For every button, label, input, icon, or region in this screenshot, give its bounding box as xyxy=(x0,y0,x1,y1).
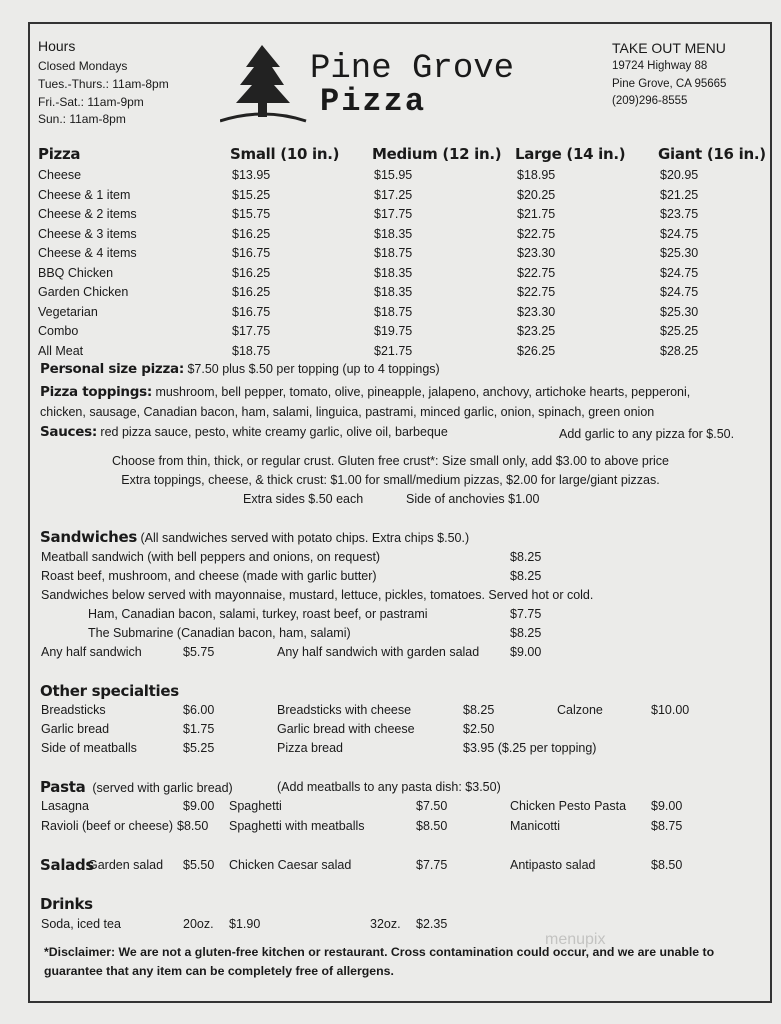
pizza-price: $24.75 xyxy=(660,285,699,299)
pine-tree-logo-icon xyxy=(220,45,310,123)
salad-item: Chicken Caesar salad xyxy=(229,858,352,872)
price: $1.90 xyxy=(229,917,261,931)
pizza-price: $18.35 xyxy=(374,265,413,280)
price: $7.75 xyxy=(510,607,542,621)
drinks-title: Drinks xyxy=(40,895,93,913)
specialty-price: $10.00 xyxy=(651,703,690,717)
specialty-item: Breadsticks with cheese xyxy=(277,703,412,717)
size: 20oz. xyxy=(183,917,214,931)
pasta-price: $9.00 xyxy=(651,799,683,813)
pizza-name: BBQ Chicken xyxy=(38,265,114,280)
pizza-name: Cheese & 4 items xyxy=(38,246,137,260)
logo-pizza: Pizza xyxy=(320,83,427,120)
item: Ham, Canadian bacon, salami, turkey, roast beef, or pastrami xyxy=(88,607,428,621)
pasta-price: $8.50 xyxy=(177,819,209,833)
specialty-price: $1.75 xyxy=(183,722,215,736)
pizza-price: $21.25 xyxy=(660,187,699,202)
pizza-name: Cheese & 1 item xyxy=(38,187,131,202)
specialty-item: Side of meatballs xyxy=(41,741,137,755)
pizza-price: $21.75 xyxy=(374,343,413,358)
pizza-price: $20.95 xyxy=(660,168,699,182)
item: Roast beef, mushroom, and cheese (made with garlic butter) xyxy=(41,569,377,583)
pizza-price: $24.75 xyxy=(660,226,699,241)
pizza-price: $18.95 xyxy=(517,168,556,182)
pizza-name: Combo xyxy=(38,324,79,338)
specialty-item: Garlic bread xyxy=(41,722,110,736)
price: $8.25 xyxy=(510,569,542,583)
toppings-text: mushroom, bell pepper, tomato, olive, pineapple, jalapeno, anchovy, artichoke hearts, pepperoni, xyxy=(155,385,691,399)
sauces-text: red pizza sauce, pesto, white creamy garlic, olive oil, barbeque xyxy=(100,425,448,439)
hours-title: Hours xyxy=(38,38,76,54)
meatballs-note: (Add meatballs to any pasta dish: $3.50) xyxy=(277,780,501,794)
pizza-price: $22.75 xyxy=(517,285,556,299)
specialty-item: Breadsticks xyxy=(41,703,106,717)
hours-line: Fri.-Sat.: 11am-9pm xyxy=(38,95,144,109)
hours-line: Sun.: 11am-8pm xyxy=(38,112,126,126)
price: $8.25 xyxy=(510,626,542,640)
extra-note: Extra toppings, cheese, & thick crust: $1.00 for small/medium pizzas, $2.00 for large/giant pizzas. xyxy=(121,473,660,487)
item: Soda, iced tea xyxy=(41,917,121,931)
sandwiches-title: Sandwiches xyxy=(40,528,138,546)
takeout-title: TAKE OUT MENU xyxy=(612,40,726,56)
price: $9.00 xyxy=(510,645,542,659)
pizza-price: $16.25 xyxy=(232,226,271,241)
pizza-price: $16.25 xyxy=(232,285,271,299)
pizza-price: $17.75 xyxy=(232,324,271,338)
personal-text: $7.50 plus $.50 per topping (up to 4 toppings) xyxy=(187,362,440,376)
pizza-price: $22.75 xyxy=(517,265,556,280)
pizza-price: $18.75 xyxy=(232,343,271,358)
disclaimer: guarantee that any item can be completely free of allergens. xyxy=(44,964,394,978)
pizza-name: Vegetarian xyxy=(38,304,98,319)
pizza-column-header: Large (14 in.) xyxy=(515,145,626,163)
city: Pine Grove, CA 95665 xyxy=(612,78,727,90)
garlic-note: Add garlic to any pizza for $.50. xyxy=(559,427,735,441)
pizza-price: $25.25 xyxy=(660,324,699,338)
pasta-item: Spaghetti xyxy=(229,799,282,813)
pizza-name: Cheese & 3 items xyxy=(38,226,137,241)
pizza-price: $21.75 xyxy=(517,207,556,221)
pizza-price: $18.35 xyxy=(374,285,413,299)
pizza-price: $23.75 xyxy=(660,207,699,221)
pasta-price: $9.00 xyxy=(183,799,215,813)
pizza-price: $28.25 xyxy=(660,343,699,358)
pizza-name: Cheese & 2 items xyxy=(38,207,137,221)
anchovies-note: Side of anchovies $1.00 xyxy=(406,492,540,506)
pizza-price: $18.75 xyxy=(374,246,413,260)
pasta-item: Lasagna xyxy=(41,799,89,813)
pasta-price: $8.75 xyxy=(651,819,683,833)
pasta-price: $7.50 xyxy=(416,799,448,813)
pizza-name: All Meat xyxy=(38,343,84,358)
sauces-label: Sauces: xyxy=(40,424,97,440)
pizza-price: $19.75 xyxy=(374,324,413,338)
pizza-price: $23.30 xyxy=(517,304,556,319)
salad-item: Garden salad xyxy=(88,858,164,872)
personal-label: Personal size pizza: xyxy=(40,361,184,377)
logo-name: Pine Grove xyxy=(310,50,515,88)
pizza-name: Garden Chicken xyxy=(38,285,129,299)
pizza-price: $15.25 xyxy=(232,187,271,202)
size: 32oz. xyxy=(370,917,401,931)
specialty-item: Calzone xyxy=(557,703,603,717)
pizza-price: $25.30 xyxy=(660,246,699,260)
item: Any half sandwich with garden salad xyxy=(277,645,480,659)
pizza-column-header: Pizza xyxy=(38,145,81,163)
specialty-item: Pizza bread xyxy=(277,741,344,755)
hours-line: Closed Mondays xyxy=(38,59,128,73)
phone: (209)296-8555 xyxy=(612,95,688,107)
crust-note: Choose from thin, thick, or regular crust. Gluten free crust*: Size small only, add $3.00 to above price xyxy=(112,454,669,468)
pizza-column-header: Medium (12 in.) xyxy=(372,145,502,163)
pizza-price: $20.25 xyxy=(517,187,556,202)
pasta-note: (served with garlic bread) xyxy=(92,781,233,795)
extra-sides: Extra sides $.50 each xyxy=(243,492,364,506)
specialty-price: $5.25 xyxy=(183,741,215,755)
salads-title: Salads xyxy=(40,856,95,874)
sandwich-note: Sandwiches below served with mayonnaise, mustard, lettuce, pickles, tomatoes. Served hot or cold. xyxy=(41,588,594,602)
pizza-name: Cheese xyxy=(38,168,82,182)
pasta-title: Pasta xyxy=(40,778,86,796)
pizza-column-header: Giant (16 in.) xyxy=(658,145,766,163)
toppings-label: Pizza toppings: xyxy=(40,384,152,400)
pizza-price: $16.75 xyxy=(232,246,271,260)
specialty-item: Garlic bread with cheese xyxy=(277,722,415,736)
pizza-price: $18.75 xyxy=(374,304,413,319)
pizza-column-header: Small (10 in.) xyxy=(230,145,340,163)
pizza-price: $16.25 xyxy=(232,265,271,280)
toppings-text: chicken, sausage, Canadian bacon, ham, salami, linguica, pastrami, minced garlic, onion, spinach, green onion xyxy=(40,405,655,419)
pizza-price: $26.25 xyxy=(517,343,556,358)
pizza-price: $22.75 xyxy=(517,226,556,241)
pizza-price: $23.25 xyxy=(517,324,556,338)
price: $8.25 xyxy=(510,550,542,564)
price: $2.35 xyxy=(416,917,448,931)
salad-item: Antipasto salad xyxy=(510,858,596,872)
pasta-price: $8.50 xyxy=(416,819,448,833)
address: 19724 Highway 88 xyxy=(612,60,708,72)
pasta-item: Chicken Pesto Pasta xyxy=(510,799,627,813)
item: The Submarine (Canadian bacon, ham, salami) xyxy=(88,626,351,640)
pizza-price: $18.35 xyxy=(374,226,413,241)
hours-line: Tues.-Thurs.: 11am-8pm xyxy=(38,77,169,91)
disclaimer: *Disclaimer: We are not a gluten-free kitchen or restaurant. Cross contamination could occur, and we are unable to xyxy=(44,945,715,959)
pasta-item: Spaghetti with meatballs xyxy=(229,819,365,833)
specialty-price: $8.25 xyxy=(463,703,495,717)
pasta-item: Manicotti xyxy=(510,819,561,833)
specialties-title: Other specialties xyxy=(40,682,179,700)
specialty-price: $2.50 xyxy=(463,722,495,736)
price: $5.75 xyxy=(183,645,215,659)
pizza-price: $15.95 xyxy=(374,168,413,182)
item: Any half sandwich xyxy=(41,645,142,659)
specialty-price: $3.95 ($.25 per topping) xyxy=(463,741,597,755)
specialty-price: $6.00 xyxy=(183,703,215,717)
pizza-price: $13.95 xyxy=(232,168,271,182)
sandwiches-note: (All sandwiches served with potato chips. Extra chips $.50.) xyxy=(140,531,470,545)
watermark: menupix xyxy=(545,931,606,948)
pizza-price: $17.25 xyxy=(374,187,413,202)
salad-price: $7.75 xyxy=(416,858,448,872)
salad-price: $8.50 xyxy=(651,858,683,872)
pizza-price: $17.75 xyxy=(374,207,413,221)
pizza-price: $23.30 xyxy=(517,246,556,260)
item: Meatball sandwich (with bell peppers and onions, on request) xyxy=(41,550,381,564)
salad-price: $5.50 xyxy=(183,858,215,872)
pizza-price: $25.30 xyxy=(660,304,699,319)
pasta-item: Ravioli (beef or cheese) xyxy=(41,819,174,833)
pizza-price: $24.75 xyxy=(660,265,699,280)
pizza-price: $15.75 xyxy=(232,207,271,221)
pizza-price: $16.75 xyxy=(232,304,271,319)
